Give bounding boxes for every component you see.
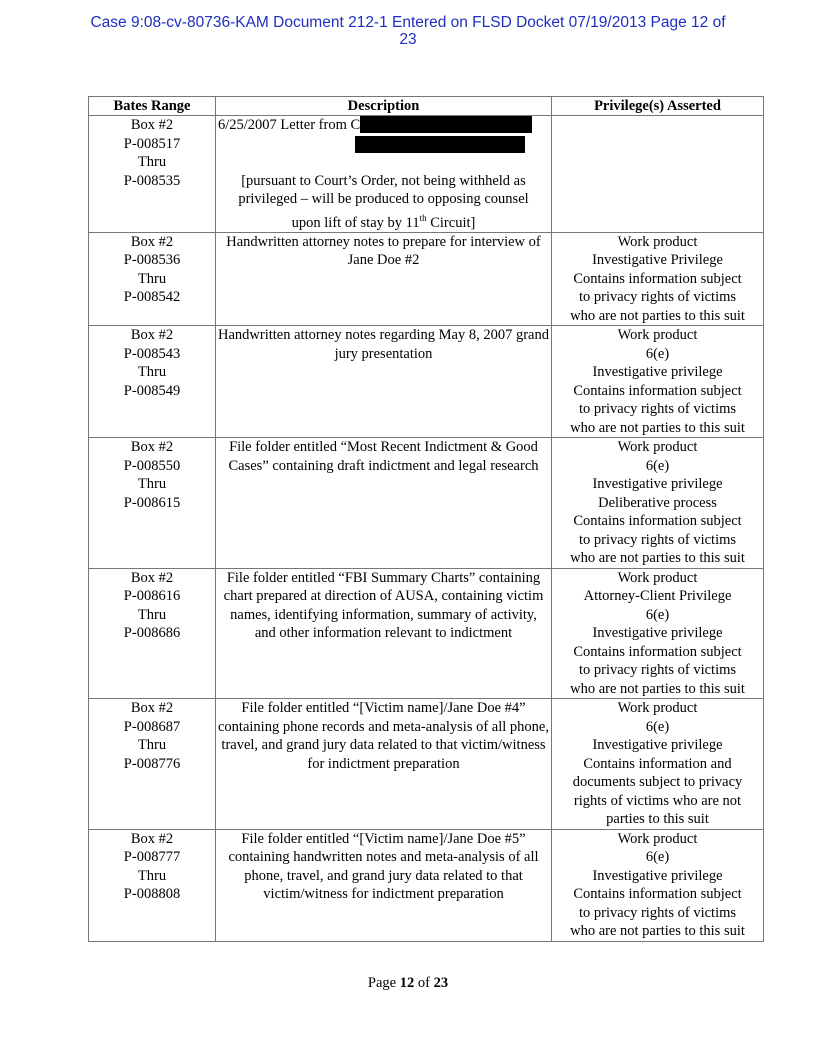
- page-of: of: [414, 975, 434, 991]
- page-total: 23: [433, 975, 449, 991]
- description-cell: File folder entitled “FBI Summary Charts” containing chart prepared at direction of AUSA, containing victim names, identifying information, summary of activity, and other information relevant to indictment: [216, 568, 552, 699]
- bates-range-cell: [89, 232, 216, 326]
- bates-box: Box #2: [130, 233, 174, 250]
- redaction-block: [355, 136, 525, 153]
- description-cell: File folder entitled “Most Recent Indictment & Good Cases” containing draft indictment and legal research: [216, 438, 552, 569]
- privilege-item: Investigative privilege: [592, 867, 723, 884]
- column-header-bates: Bates Range: [89, 97, 216, 116]
- partial-redacted-letter: C: [350, 117, 361, 133]
- privilege-item: to privacy rights of victims: [578, 531, 737, 548]
- privilege-item: 6(e): [645, 606, 670, 623]
- bates-range-cell: [89, 116, 216, 233]
- bates-end: P-008542: [123, 289, 181, 306]
- table-row: [89, 326, 764, 438]
- description-note: [pursuant to Court’s Order, not being withheld as privileged – will be produced to opposing counsel: [238, 172, 529, 207]
- bates-range-cell: [89, 699, 216, 830]
- bates-box: Box #2: [130, 327, 174, 344]
- bates-box: Box #2: [130, 569, 174, 586]
- privilege-item: rights of victims who are not: [573, 792, 742, 809]
- bates-start: P-008616: [123, 588, 181, 605]
- bates-thru: Thru: [137, 476, 167, 493]
- privilege-item: Work product: [617, 830, 698, 847]
- bates-end: P-008615: [123, 494, 181, 511]
- privileges-cell: [552, 568, 764, 699]
- privilege-item: Contains information subject: [573, 643, 742, 660]
- privilege-item: Contains information subject: [573, 270, 742, 287]
- bates-box: Box #2: [130, 117, 174, 133]
- privileges-cell: [552, 232, 764, 326]
- privilege-item: Investigative privilege: [592, 476, 723, 493]
- privilege-item: Work product: [617, 569, 698, 586]
- description-note-end: upon lift of stay by 11th Circuit]: [291, 212, 476, 231]
- table-row: [89, 438, 764, 569]
- bates-start: P-008543: [123, 345, 181, 362]
- bates-thru: Thru: [137, 606, 167, 623]
- privilege-item: to privacy rights of victims: [578, 401, 737, 418]
- privilege-item: 6(e): [645, 718, 670, 735]
- privilege-item: Work product: [617, 439, 698, 456]
- privilege-item: Deliberative process: [598, 494, 717, 511]
- filing-header-line1: Case 9:08-cv-80736-KAM Document 212-1 Entered on FLSD Docket 07/19/2013 Page 12 of: [90, 14, 726, 31]
- page-current: 12: [399, 975, 415, 991]
- privilege-item: Contains information subject: [573, 513, 742, 530]
- bates-range-cell: [89, 829, 216, 941]
- column-header-description: Description: [216, 97, 552, 116]
- table-row: [89, 232, 764, 326]
- privileges-cell: [552, 699, 764, 830]
- description-cell: File folder entitled “[Victim name]/Jane Doe #5” containing handwritten notes and meta-analysis of all phone, travel, and grand jury data related to that victim/witness for indictment preparation: [216, 829, 552, 941]
- bates-end: P-008535: [123, 172, 181, 189]
- privilege-item: Investigative privilege: [592, 364, 723, 381]
- bates-thru: Thru: [137, 737, 167, 754]
- privilege-item: Work product: [617, 327, 698, 344]
- privilege-item: who are not parties to this suit: [570, 550, 745, 567]
- privilege-item: Investigative privilege: [592, 625, 723, 642]
- privilege-item: Attorney-Client Privilege: [583, 588, 732, 605]
- privilege-item: Work product: [617, 700, 698, 717]
- privileges-cell: [552, 326, 764, 438]
- privilege-item: Work product: [617, 233, 698, 250]
- privilege-log-table: [88, 96, 764, 942]
- bates-range-cell: [89, 326, 216, 438]
- bates-end: P-008549: [123, 382, 181, 399]
- court-filing-header: [60, 14, 756, 48]
- bates-thru: Thru: [137, 364, 167, 381]
- bates-end: P-008686: [123, 625, 181, 642]
- column-header-privileges: Privilege(s) Asserted: [552, 97, 764, 116]
- privilege-item: Investigative Privilege: [592, 252, 723, 269]
- description-cell: Handwritten attorney notes to prepare for interview of Jane Doe #2: [216, 232, 552, 326]
- privilege-item: 6(e): [645, 457, 670, 474]
- table-row: [89, 568, 764, 699]
- privilege-item: parties to this suit: [606, 811, 709, 828]
- bates-box: Box #2: [130, 830, 174, 847]
- table-row: [89, 829, 764, 941]
- description-text: 6/25/2007 Letter from: [218, 117, 347, 133]
- bates-start: P-008687: [123, 718, 181, 735]
- privilege-item: to privacy rights of victims: [578, 904, 737, 921]
- bates-thru: Thru: [137, 867, 167, 884]
- privilege-item: Contains information subject: [573, 382, 742, 399]
- bates-start: P-008777: [123, 849, 181, 866]
- privilege-item: documents subject to privacy: [572, 774, 743, 791]
- page-footer: [0, 975, 816, 992]
- privilege-item: 6(e): [645, 345, 670, 362]
- bates-box: Box #2: [130, 439, 174, 456]
- bates-start: P-008536: [123, 252, 181, 269]
- bates-thru: Thru: [137, 270, 167, 287]
- privilege-item: who are not parties to this suit: [570, 307, 745, 324]
- privilege-item: 6(e): [645, 849, 670, 866]
- description-cell: File folder entitled “[Victim name]/Jane Doe #4” containing phone records and meta-analysis of all phone, travel, and grand jury data related to that victim/witness for indictment preparation: [216, 699, 552, 830]
- privilege-item: Contains information and: [583, 755, 732, 772]
- privilege-item: Contains information subject: [573, 886, 742, 903]
- privilege-item: who are not parties to this suit: [570, 680, 745, 697]
- bates-thru: Thru: [137, 154, 167, 170]
- privileges-cell: [552, 438, 764, 569]
- bates-range-cell: [89, 438, 216, 569]
- bates-end: P-008776: [123, 755, 181, 772]
- privilege-item: to privacy rights of victims: [578, 662, 737, 679]
- redaction-block: [360, 116, 532, 133]
- bates-box: Box #2: [130, 700, 174, 717]
- privilege-item: who are not parties to this suit: [570, 419, 745, 436]
- filing-header-line2: 23: [399, 31, 417, 48]
- bates-range-cell: [89, 568, 216, 699]
- privilege-item: to privacy rights of victims: [578, 289, 737, 306]
- bates-end: P-008808: [123, 886, 181, 903]
- bates-start: P-008517: [123, 135, 181, 152]
- table-row: [89, 116, 764, 233]
- privileges-cell: [552, 116, 764, 233]
- privileges-cell: [552, 829, 764, 941]
- table-header-row: [89, 97, 764, 116]
- table-row: [89, 699, 764, 830]
- bates-start: P-008550: [123, 457, 181, 474]
- privilege-item: Investigative privilege: [592, 737, 723, 754]
- description-cell: Handwritten attorney notes regarding May 8, 2007 grand jury presentation: [216, 326, 552, 438]
- page-label: Page: [367, 975, 400, 991]
- description-cell: [216, 116, 552, 233]
- privilege-item: who are not parties to this suit: [570, 923, 745, 940]
